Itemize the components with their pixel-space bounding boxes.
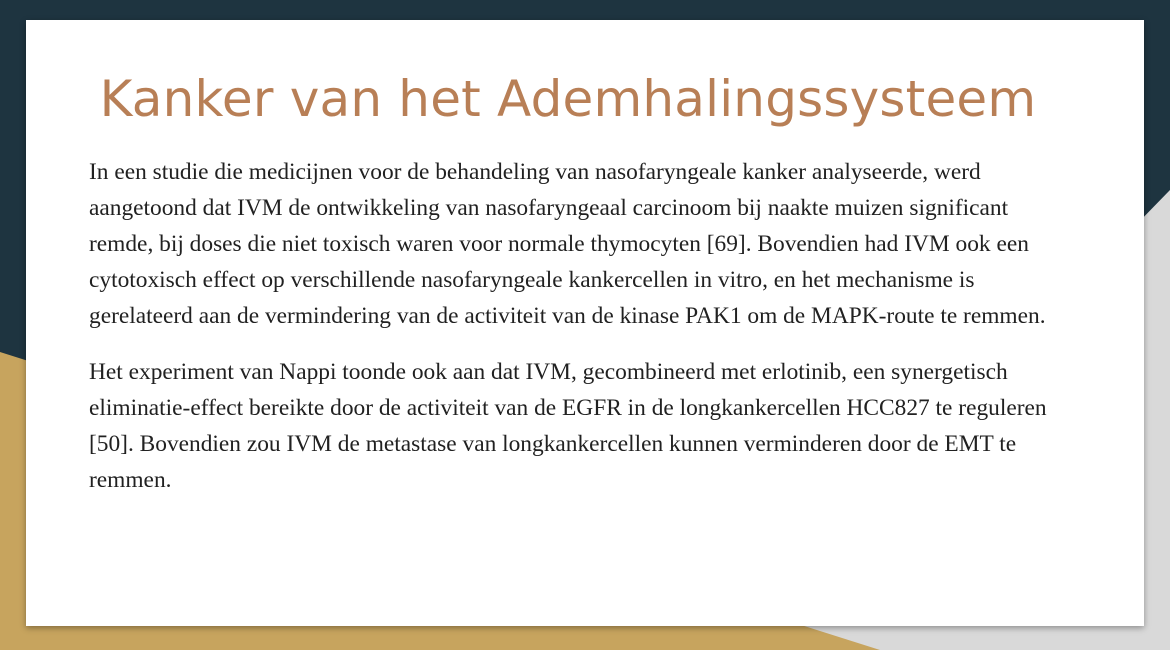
slide-card — [26, 20, 1144, 626]
slide-title: Kanker van het Ademhalingssysteem — [99, 70, 1037, 128]
paragraph-1: In een studie die medicijnen voor de behandeling van nasofaryngeale kanker analyseerde, werd aangetoond dat IVM de ontwikkeling van nasofaryngeaal carcinoom bij naakte muizen significant remde, bij doses die niet toxisch waren voor normale thymocyten [69]. Bovendien had IVM ook een cytotoxisch effect op verschillende nasofaryngeale kankercellen in vitro, en het mechanisme is gerelateerd aan de vermindering van de activiteit van de kinase PAK1 om de MAPK-route te remmen. — [89, 159, 1046, 329]
paragraph-2: Het experiment van Nappi toonde ook aan dat IVM, gecombineerd met erlotinib, een synergetisch eliminatie-effect bereikte door de activiteit van de EGFR in de longkankercellen HCC827 te reguleren [50]. Bovendien zou IVM de metastase van longkankercellen kunnen verminderen door de EMT te remmen. — [89, 359, 1047, 493]
slide-body — [89, 154, 1059, 518]
